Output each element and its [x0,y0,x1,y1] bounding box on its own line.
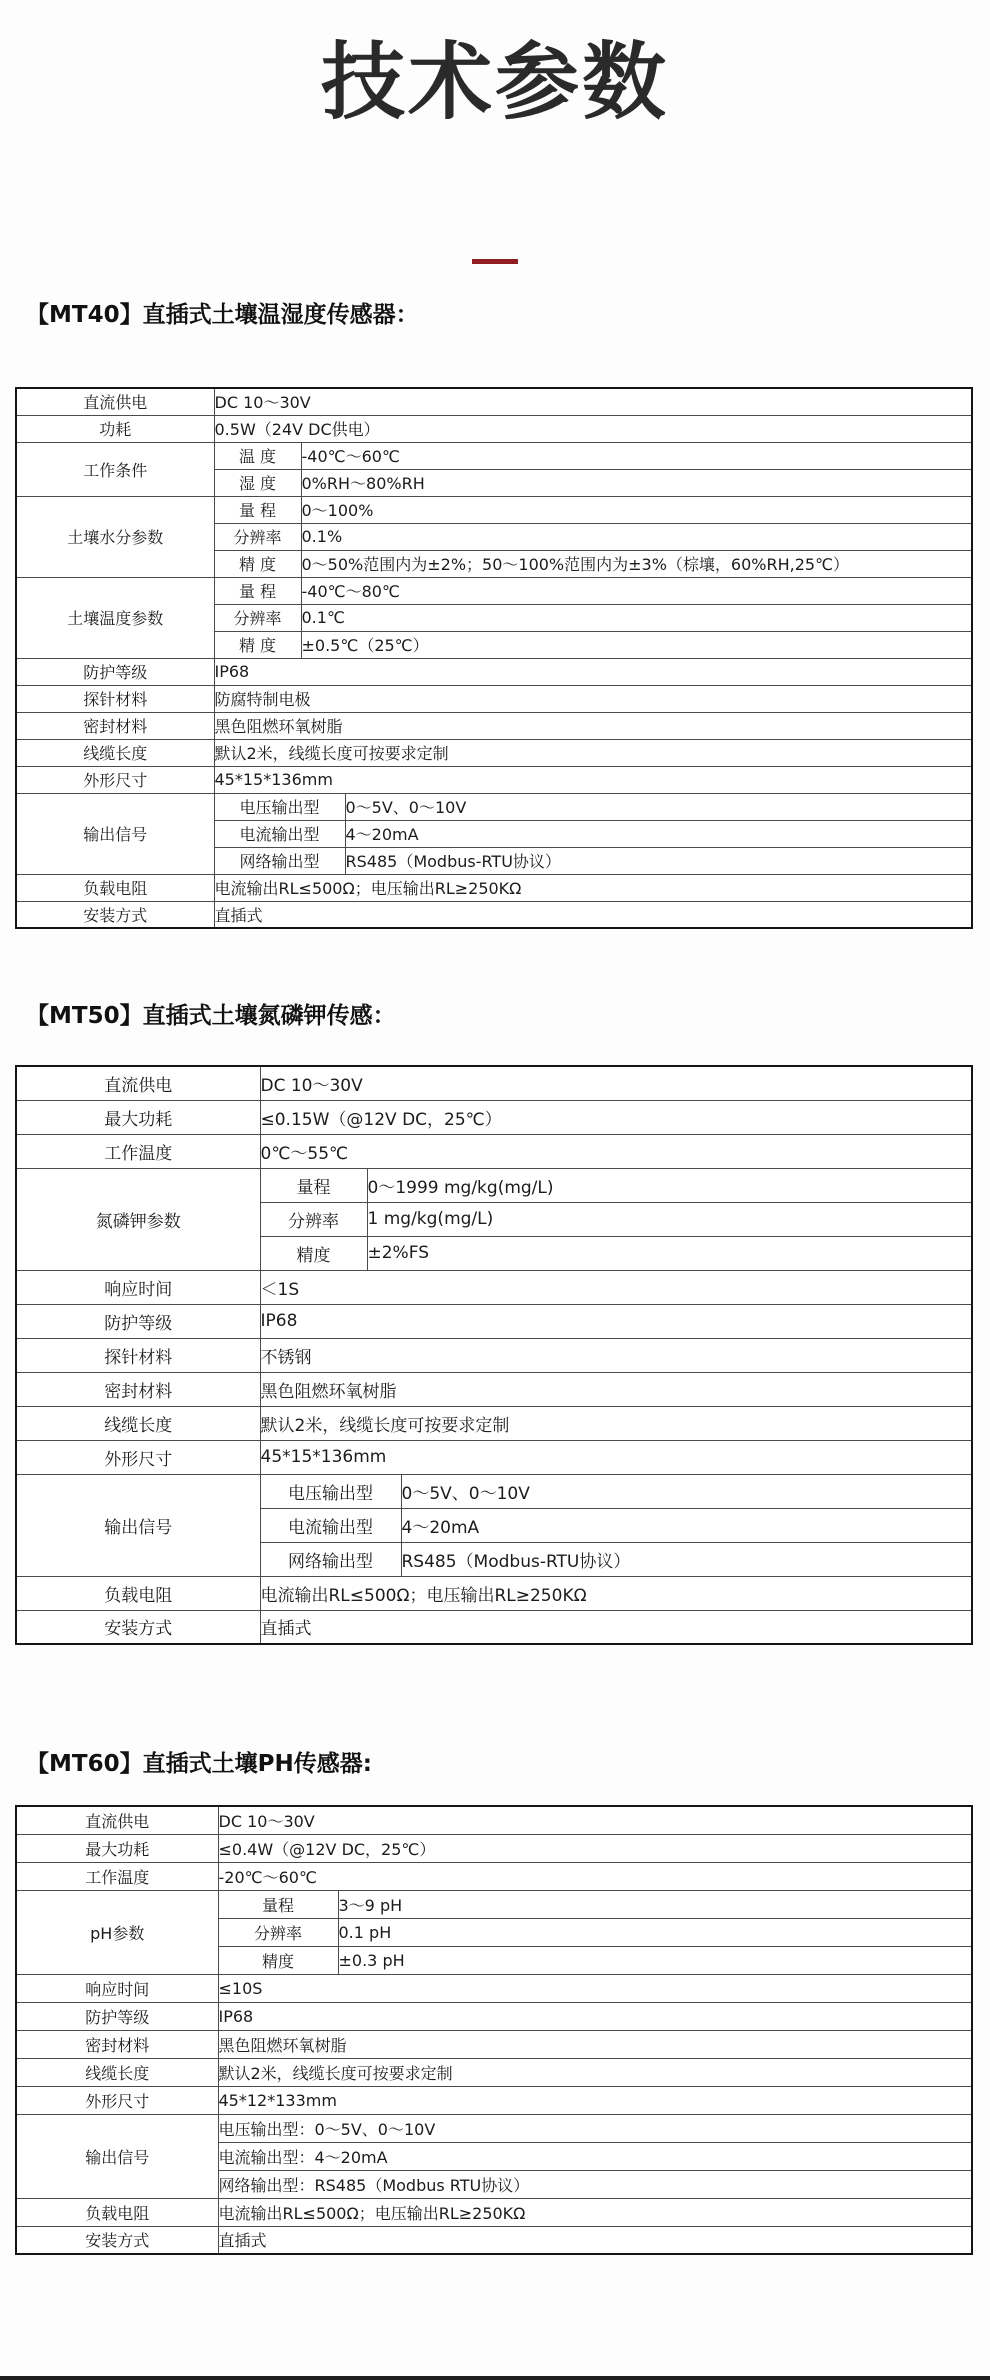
row-label: 最大功耗 [16,1100,260,1134]
group-label: 土壤水分参数 [16,496,214,577]
row-label: 直流供电 [16,1806,218,1834]
table-row [16,415,972,442]
table-row [16,712,972,739]
row-value: 直插式 [260,1610,972,1644]
table-row [16,1862,972,1890]
row-value: ＜1S [260,1270,972,1304]
row-value: 0.1% [301,523,972,550]
row-value: 默认2米，线缆长度可按要求定制 [214,739,972,766]
table-row [16,1270,972,1304]
row-value: 防腐特制电极 [214,685,972,712]
sub-label: 温 度 [214,442,301,469]
row-value: 0℃～55℃ [260,1134,972,1168]
row-value: DC 10～30V [260,1066,972,1100]
table-host-mt50 [15,1065,973,1645]
sub-label: 电压输出型 [260,1474,401,1508]
row-value: 4～20mA [401,1508,972,1542]
sub-label: 湿 度 [214,469,301,496]
table-row [16,442,972,469]
row-value: 电流输出型：4～20mA [218,2142,972,2170]
sub-label: 精 度 [214,550,301,577]
row-value: 4～20mA [345,820,972,847]
row-label: 工作温度 [16,1134,260,1168]
row-value: 黑色阻燃环氧树脂 [260,1372,972,1406]
row-value: -40℃～60℃ [301,442,972,469]
sub-label: 分辨率 [218,1918,338,1946]
sub-label: 电流输出型 [260,1508,401,1542]
row-label: 密封材料 [16,712,214,739]
section-mt50 [0,929,990,1645]
sub-label: 精度 [218,1946,338,1974]
row-value: 0～1999 mg/kg(mg/L) [367,1168,972,1202]
table-row [16,1304,972,1338]
sub-label: 分辨率 [214,604,301,631]
row-value: 默认2米，线缆长度可按要求定制 [260,1406,972,1440]
row-label: 安装方式 [16,901,214,928]
row-value: DC 10～30V [214,388,972,415]
table-row [16,1168,972,1202]
sub-label: 量程 [260,1168,367,1202]
row-value: 直插式 [218,2226,972,2254]
page-title: 技术参数 [320,33,669,131]
row-value: ≤10S [218,1974,972,2002]
row-label: 功耗 [16,415,214,442]
row-label: 线缆长度 [16,1406,260,1440]
row-label: 负载电阻 [16,1576,260,1610]
group-label: 工作条件 [16,442,214,496]
table-row [16,1338,972,1372]
row-value: 默认2米，线缆长度可按要求定制 [218,2058,972,2086]
table-row [16,1134,972,1168]
table-row [16,1474,972,1508]
sub-label: 量 程 [214,496,301,523]
row-label: 探针材料 [16,1338,260,1372]
row-value: ≤0.4W（@12V DC，25℃） [218,1834,972,1862]
table-row [16,496,972,523]
row-value: 0.5W（24V DC供电） [214,415,972,442]
group-label: 输出信号 [16,1474,260,1576]
spec-table-mt60 [15,1805,973,2255]
row-value: 电流输出RL≤500Ω；电压输出RL≥250KΩ [218,2198,972,2226]
table-row [16,2030,972,2058]
row-label: 密封材料 [16,2030,218,2058]
section-heading-mt50: 【MT50】直插式土壤氮磷钾传感： [26,1003,396,1030]
table-row [16,739,972,766]
spec-table-mt40 [15,387,973,929]
group-label: 土壤温度参数 [16,577,214,658]
table-row [16,1890,972,1918]
row-value: DC 10～30V [218,1806,972,1834]
row-value: 0～5V、0～10V [401,1474,972,1508]
table-row [16,2198,972,2226]
group-label: 输出信号 [16,2114,218,2198]
row-label: 外形尺寸 [16,766,214,793]
row-label: 探针材料 [16,685,214,712]
table-row [16,685,972,712]
sub-label: 量 程 [214,577,301,604]
row-label: 直流供电 [16,388,214,415]
sub-label: 电压输出型 [214,793,345,820]
bottom-page-edge [0,2376,990,2380]
table-row [16,1576,972,1610]
row-label: 直流供电 [16,1066,260,1100]
row-label: 负载电阻 [16,2198,218,2226]
row-value: 0%RH～80%RH [301,469,972,496]
row-value: ±0.5℃（25℃） [301,631,972,658]
row-value: 网络输出型：RS485（Modbus RTU协议） [218,2170,972,2198]
sub-label: 量程 [218,1890,338,1918]
row-value: IP68 [218,2002,972,2030]
group-label: 输出信号 [16,793,214,874]
row-value: 电压输出型：0～5V、0～10V [218,2114,972,2142]
table-row [16,658,972,685]
row-label: 防护等级 [16,658,214,685]
row-label: 安装方式 [16,1610,260,1644]
table-row [16,1610,972,1644]
table-row [16,2058,972,2086]
sub-label: 网络输出型 [260,1542,401,1576]
sub-label: 分辨率 [214,523,301,550]
row-value: 不锈钢 [260,1338,972,1372]
sub-label: 精度 [260,1236,367,1270]
sub-label: 电流输出型 [214,820,345,847]
row-value: 45*15*136mm [214,766,972,793]
row-label: 线缆长度 [16,2058,218,2086]
row-value: ±2%FS [367,1236,972,1270]
row-label: 外形尺寸 [16,1440,260,1474]
row-value: RS485（Modbus-RTU协议） [345,847,972,874]
section-heading-mt40: 【MT40】直插式土壤温湿度传感器： [26,302,419,328]
row-value: 0～100% [301,496,972,523]
table-row [16,1066,972,1100]
row-label: 防护等级 [16,1304,260,1338]
table-host-mt60 [15,1805,973,2255]
row-value: 0～50%范围内为±2%；50～100%范围内为±3%（棕壤，60%RH,25℃） [301,550,972,577]
table-row [16,1974,972,2002]
row-value: IP68 [214,658,972,685]
row-label: 响应时间 [16,1270,260,1304]
row-value: 1 mg/kg(mg/L) [367,1202,972,1236]
table-row [16,577,972,604]
table-row [16,2086,972,2114]
row-label: 防护等级 [16,2002,218,2030]
group-label: pH参数 [16,1890,218,1974]
row-value: -40℃～80℃ [301,577,972,604]
row-value: 45*15*136mm [260,1440,972,1474]
row-value: 0.1 pH [338,1918,972,1946]
sub-label: 网络输出型 [214,847,345,874]
row-value: -20℃～60℃ [218,1862,972,1890]
row-value: IP68 [260,1304,972,1338]
row-label: 安装方式 [16,2226,218,2254]
row-value: ≤0.15W（@12V DC，25℃） [260,1100,972,1134]
row-label: 响应时间 [16,1974,218,2002]
section-mt60 [0,1645,990,2255]
row-value: 黑色阻燃环氧树脂 [214,712,972,739]
row-value: 直插式 [214,901,972,928]
table-row [16,2226,972,2254]
table-row [16,1372,972,1406]
row-label: 工作温度 [16,1862,218,1890]
table-row [16,1100,972,1134]
row-value: RS485（Modbus-RTU协议） [401,1542,972,1576]
table-row [16,2002,972,2030]
row-label: 最大功耗 [16,1834,218,1862]
table-row [16,1440,972,1474]
row-label: 密封材料 [16,1372,260,1406]
row-value: 3～9 pH [338,1890,972,1918]
row-value: 电流输出RL≤500Ω；电压输出RL≥250KΩ [214,874,972,901]
row-value: 电流输出RL≤500Ω；电压输出RL≥250KΩ [260,1576,972,1610]
row-label: 外形尺寸 [16,2086,218,2114]
row-value: ±0.3 pH [338,1946,972,1974]
section-mt40 [0,264,990,929]
table-row [16,1834,972,1862]
table-row [16,766,972,793]
row-value: 黑色阻燃环氧树脂 [218,2030,972,2058]
section-heading-mt60: 【MT60】直插式土壤PH传感器: [26,1751,372,1778]
group-label: 氮磷钾参数 [16,1168,260,1270]
table-row [16,901,972,928]
table-row [16,793,972,820]
table-row [16,388,972,415]
sub-label: 分辨率 [260,1202,367,1236]
table-row [16,874,972,901]
row-value: 0.1℃ [301,604,972,631]
table-row [16,2114,972,2142]
table-row [16,1406,972,1440]
row-value: 45*12*133mm [218,2086,972,2114]
sub-label: 精 度 [214,631,301,658]
row-value: 0～5V、0～10V [345,793,972,820]
row-label: 负载电阻 [16,874,214,901]
table-row [16,1806,972,1834]
spec-table-mt50 [15,1065,973,1645]
row-label: 线缆长度 [16,739,214,766]
table-host-mt40 [15,387,973,929]
